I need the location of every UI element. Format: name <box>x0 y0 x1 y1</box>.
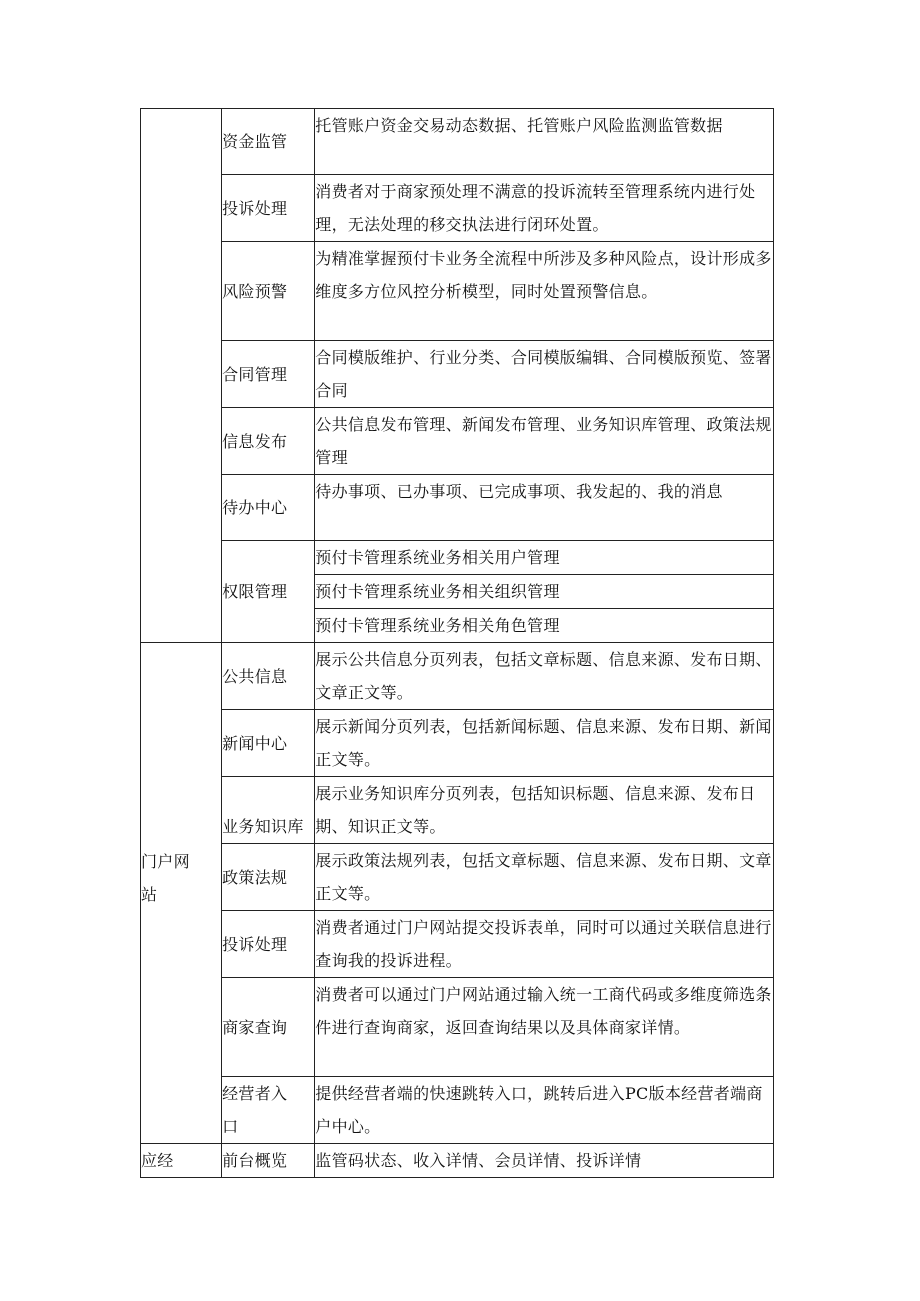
module-label: 风险预警 <box>222 282 288 301</box>
module-label: 业务知识库 <box>222 817 304 836</box>
module-cell <box>222 408 315 475</box>
module-cell <box>222 1144 315 1178</box>
module-cell <box>222 475 315 541</box>
description-text: 展示公共信息分页列表，包括文章标题、信息来源、发布日期、文章正文等。 <box>315 650 772 702</box>
description-text: 为精准掌握预付卡业务全流程中所涉及多种风险点，设计形成多维度多方位风控分析模型，同时处置预警信息。 <box>315 249 772 301</box>
function-table <box>140 108 774 1178</box>
module-label: 新闻中心 <box>222 733 288 753</box>
table-row <box>141 1077 774 1144</box>
module-label: 信息发布 <box>222 431 288 451</box>
module-cell <box>222 643 315 710</box>
description-cell <box>315 643 774 710</box>
description-cell <box>315 408 774 475</box>
table-row <box>141 1144 774 1178</box>
module-label: 权限管理 <box>222 582 288 601</box>
module-cell <box>222 541 315 643</box>
module-label: 公共信息 <box>222 666 288 686</box>
module-label: 前台概览 <box>222 1151 288 1170</box>
module-cell <box>222 341 315 408</box>
category-label: 应经 <box>141 1151 174 1170</box>
table-row <box>141 978 774 1077</box>
description-cell <box>315 109 774 175</box>
description-text: 消费者可以通过门户网站通过输入统一工商代码或多维度筛选条件进行查询商家，返回查询结果以及具体商家详情。 <box>315 985 772 1037</box>
category-cell <box>141 643 222 1144</box>
description-text: 展示新闻分页列表，包括新闻标题、信息来源、发布日期、新闻正文等。 <box>315 717 772 769</box>
module-cell <box>222 911 315 978</box>
module-cell <box>222 710 315 777</box>
table-row <box>141 408 774 475</box>
module-label: 政策法规 <box>222 867 288 887</box>
description-text: 消费者通过门户网站提交投诉表单，同时可以通过关联信息进行查询我的投诉进程。 <box>315 918 772 970</box>
description-cell <box>315 911 774 978</box>
description-cell <box>315 844 774 911</box>
description-cell <box>315 978 774 1077</box>
description-text: 预付卡管理系统业务相关用户管理 <box>315 548 560 567</box>
module-label: 商家查询 <box>222 1017 288 1037</box>
category-cell <box>141 1144 222 1178</box>
module-label: 待办中心 <box>222 498 288 517</box>
category-cell <box>141 109 222 643</box>
module-cell <box>222 242 315 341</box>
description-cell <box>315 575 774 609</box>
description-cell <box>315 541 774 575</box>
description-cell <box>315 710 774 777</box>
category-label: 门户网站 <box>141 852 190 904</box>
description-text: 待办事项、已办事项、已完成事项、我发起的、我的消息 <box>315 482 723 501</box>
description-text: 预付卡管理系统业务相关角色管理 <box>315 616 560 635</box>
description-cell <box>315 175 774 242</box>
description-cell <box>315 242 774 341</box>
description-text: 托管账户资金交易动态数据、托管账户风险监测监管数据 <box>315 116 723 135</box>
description-text: 提供经营者端的快速跳转入口，跳转后进入PC版本经营者端商户中心。 <box>315 1084 763 1136</box>
table-row <box>141 541 774 575</box>
table-row <box>141 175 774 242</box>
module-label: 合同管理 <box>222 364 288 384</box>
table-row <box>141 475 774 541</box>
table-row <box>141 643 774 710</box>
module-label: 经营者入口 <box>222 1084 288 1136</box>
table-row <box>141 777 774 844</box>
table-row <box>141 911 774 978</box>
description-cell <box>315 1077 774 1144</box>
description-text: 合同模版维护、行业分类、合同模版编辑、合同模版预览、签署合同 <box>315 348 772 400</box>
module-label: 投诉处理 <box>222 198 288 218</box>
description-text: 预付卡管理系统业务相关组织管理 <box>315 582 560 601</box>
description-text: 展示业务知识库分页列表，包括知识标题、信息来源、发布日期、知识正文等。 <box>315 784 756 836</box>
description-cell <box>315 1144 774 1178</box>
description-text: 公共信息发布管理、新闻发布管理、业务知识库管理、政策法规管理 <box>315 415 772 467</box>
description-cell <box>315 609 774 643</box>
module-cell <box>222 175 315 242</box>
module-label: 资金监管 <box>222 132 288 151</box>
description-text: 展示政策法规列表，包括文章标题、信息来源、发布日期、文章正文等。 <box>315 851 772 903</box>
description-cell <box>315 341 774 408</box>
table-row <box>141 109 774 175</box>
module-cell <box>222 109 315 175</box>
table-row <box>141 844 774 911</box>
module-cell <box>222 978 315 1077</box>
description-cell <box>315 777 774 844</box>
table-row <box>141 242 774 341</box>
table-row <box>141 341 774 408</box>
table-row <box>141 710 774 777</box>
description-text: 监管码状态、收入详情、会员详情、投诉详情 <box>315 1151 642 1170</box>
module-cell <box>222 777 315 844</box>
module-cell <box>222 1077 315 1144</box>
module-cell <box>222 844 315 911</box>
description-text: 消费者对于商家预处理不满意的投诉流转至管理系统内进行处理，无法处理的移交执法进行闭环处置。 <box>315 182 756 234</box>
description-cell <box>315 475 774 541</box>
module-label: 投诉处理 <box>222 934 288 954</box>
